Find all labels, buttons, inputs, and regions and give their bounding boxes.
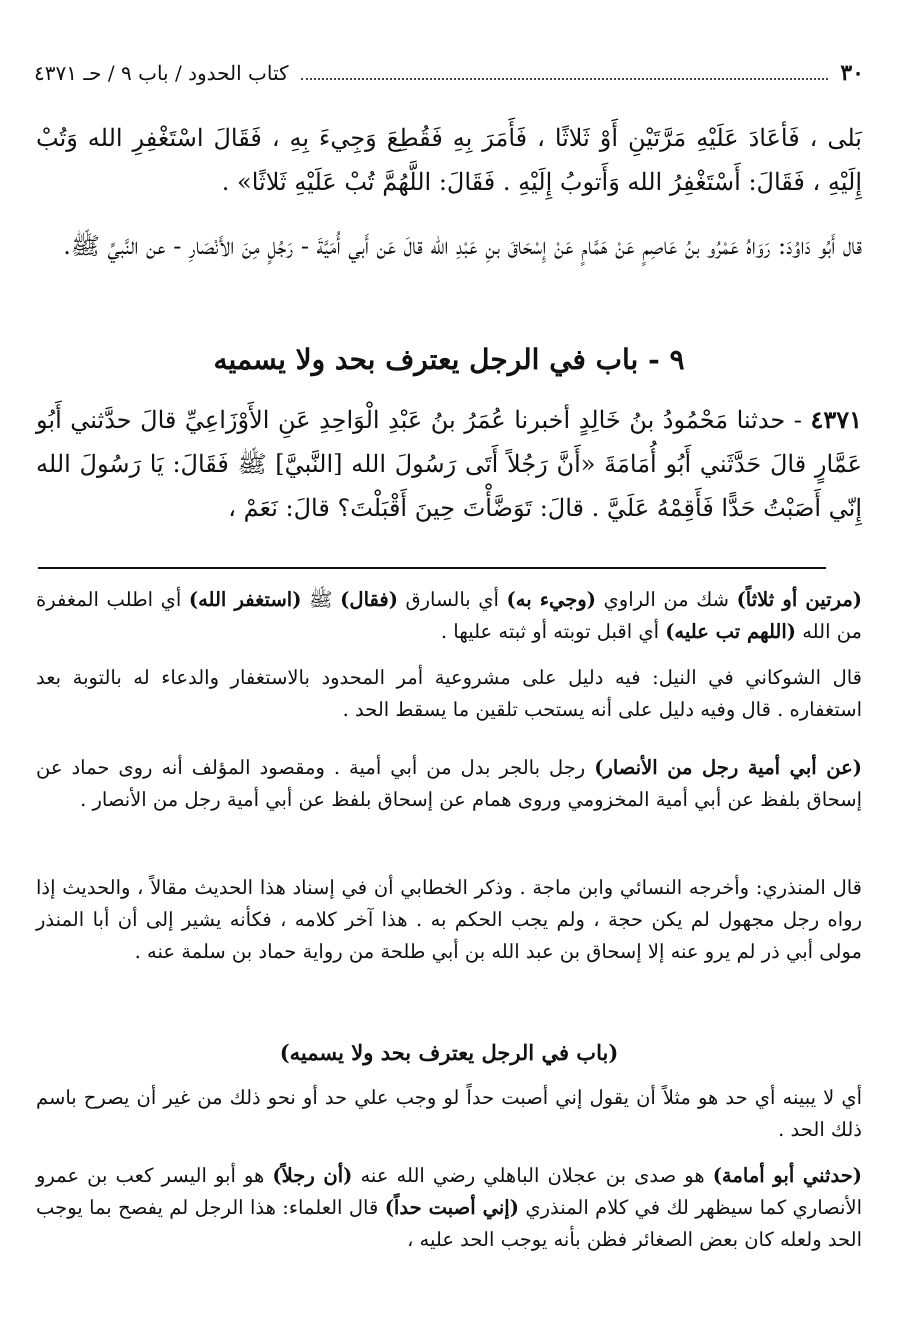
footnote-text: أي اطلب المغفرة من الله: [36, 588, 862, 643]
footnote-1: [36, 584, 862, 648]
footnote-paragraph: قال المنذري: وأخرجه النسائي وابن ماجة . وذكر الخطابي أن في إسناد هذا الحديث مقالاً ، والحديث إذا رواه رجل مجهول لم يكن حجة ، ولم يجب الحكم به . هذا آخر كلامه ، فكأنه يشير إلى أن أبا المنذر مولى أبي ذر لم يرو عنه إلا إسحاق بن عبد الله بن أبي طلحة من رواية حماد بن سلمة عنه .: [36, 876, 862, 963]
footnote-text: أي بالسارق: [397, 588, 507, 611]
footnote-5: [36, 1082, 862, 1146]
hadith-paragraph: [36, 398, 862, 530]
page-header: [34, 56, 864, 90]
hadith-paragraph: بَلى ، فَأعَادَ عَلَيْهِ مَرَّتَيْنِ أَوْ ثَلاثًا ، فَأَمَرَ بِهِ فَقُطِعَ وَجِيءَ بِهِ ، فَقَالَ اسْتَغْفِرِ الله وَتُبْ إِلَيْهِ ، فَقَالَ: أَسْتَغْفِرُ الله وَأَتوبُ إِلَيْهِ . فَقَالَ: اللَّهُمَّ تُبْ عَلَيْهِ ثَلاثًا» .: [36, 124, 862, 196]
hadith-text: - حدثنا مَحْمُودُ بنُ خَالِدٍ أخبرنا عُمَرُ بنُ عَبْدِ الْوَاحِدِ عَنِ الأَوْزَاعِيِّ قالَ حدَّثني أَبُو عَمَّارٍ قالَ حَدَّثَني أَبُو أُمَامَةَ «أَنَّ رَجُلاً أَتَى رَسُولَ الله [النَّبيَّ] ﷺ فَقَالَ: يَا رَسُولَ الله إِنّي أَصَبْتُ حَدًّا فَأَقِمْهُ عَلَيَّ . قالَ: تَوَضَّأْتَ حِينَ أَقْبَلْتَ؟ قالَ: نَعَمْ ،: [36, 406, 862, 522]
footnote-paragraph: أي لا يبينه أي حد هو مثلاً أن يقول إني أصبت حداً لو وجب علي حد أو نحو ذلك من غير أن يصرح باسم ذلك الحد .: [36, 1086, 862, 1141]
header-dotted-leader: [301, 78, 829, 80]
footnote-text: شك من الراوي: [595, 588, 737, 611]
footnote-2: [36, 662, 862, 726]
footnote-paragraph: [36, 752, 862, 816]
abu-dawud-comment: [36, 224, 862, 268]
hadith-text-continued: [36, 116, 862, 204]
footnote-paragraph: [36, 584, 862, 648]
footnote-term: (اللهم تب عليه): [665, 620, 797, 643]
footnote-3: [36, 752, 862, 816]
footnote-term: (استغفر الله): [188, 588, 302, 611]
footnote-text: رجل بالجر بدل من أبي أمية . ومقصود المؤلف أنه روى حماد عن إسحاق بلفظ عن أبي أمية المخزومي وروى همام عن إسحاق بلفظ عن أبي أمية رجل من الأنصار .: [36, 756, 862, 811]
footnote-text: هو صدى بن عجلان الباهلي رضي الله عنه: [352, 1164, 713, 1187]
footnote-term: (إني أصبت حداً): [384, 1196, 519, 1219]
footnote-term: (أن رجلاً): [272, 1164, 353, 1187]
footnote-6: [36, 1160, 862, 1256]
footnote-text: هو أبو اليسر كعب بن عمرو الأنصاري كما سيظهر لك في كلام المنذري: [36, 1164, 863, 1219]
footnote-term: (مرتين أو ثلاثاً): [736, 588, 863, 611]
footnote-4: [36, 872, 862, 968]
footnote-text: أي اقبل توبته أو ثبته عليها .: [440, 620, 666, 643]
running-title: كتاب الحدود / باب ٩ / حـ ٤٣٧١: [34, 61, 289, 85]
hadith-number: ٤٣٧١: [810, 405, 862, 434]
page-number: ٣٠: [840, 60, 864, 86]
footnote-term: (حدثني أبو أمامة): [712, 1164, 862, 1187]
commentary-chapter-heading: (باب في الرجل يعترف بحد ولا يسميه): [279, 1040, 619, 1065]
footnote-divider: [38, 567, 826, 569]
comment-paragraph: قال أَبُو دَاوُدَ: رَوَاهُ عَمْرُو بنُ عَاصِمٍ عَنْ هَمَّامٍ عَنْ إِسْحَاقَ بنِ عَبْدِ الله قالَ عَن أَبي أُمَيَّةَ - رَجُلٍ مِنَ الأَنْصَارِ - عن النَّبيِّ ﷺ.: [63, 232, 862, 260]
footnote-term: (فقال): [340, 588, 398, 611]
footnote-text: ﷺ: [301, 588, 341, 611]
footnote-term: (عن أبي أمية رجل من الأنصار): [594, 756, 862, 779]
footnote-paragraph: [36, 1160, 862, 1256]
footnote-text: قال العلماء: هذا الرجل لم يفصح بما يوجب الحد ولعله كان بعض الصغائر فظن بأنه يوجب الحد عليه ،: [36, 1196, 862, 1251]
chapter-heading: ٩ - باب في الرجل يعترف بحد ولا يسميه: [213, 343, 685, 376]
footnote-term: (وجيء به): [506, 588, 596, 611]
hadith-4371: [36, 398, 862, 530]
footnote-paragraph: قال الشوكاني في النيل: فيه دليل على مشروعية أمر المحدود بالاستغفار والدعاء له بالتوبة بعد استغفاره . قال وفيه دليل على أنه يستحب تلقين ما يسقط الحد .: [36, 666, 862, 721]
